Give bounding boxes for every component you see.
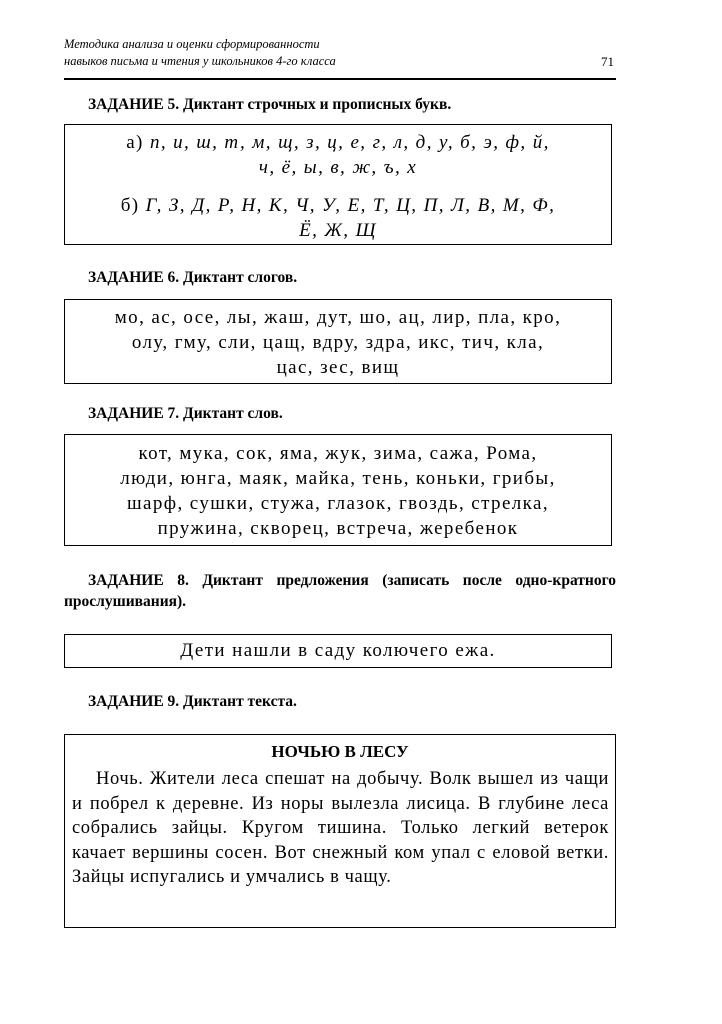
task7-words-line2: люди, юнга, маяк, майка, тень, коньки, грибы, (120, 468, 556, 489)
header-divider (64, 78, 616, 80)
task7-words-line3: шарф, сушки, стужа, глазок, гвоздь, стрелка, (127, 493, 549, 514)
story-title: НОЧЬЮ В ЛЕСУ (271, 742, 409, 761)
task8-sentence: Дети нашли в саду колючего ежа. (180, 640, 496, 661)
task6-syllables-box (64, 299, 612, 384)
story-text: Ночь. Жители леса спешат на добычу. Волк вышел из чащи и побрел к деревне. Из норы вылезла лисица. В глубине леса собрались зайцы. Кругом тишина. Только легкий ветерок качает вершины сосен. Вот снежный ком упал с еловой ветки. Зайцы испугались и умчались в чащу. (72, 769, 609, 887)
book-title-line-1: Методика анализа и оценки сформированности (64, 37, 320, 51)
task5-heading: ЗАДАНИЕ 5. Диктант строчных и прописных букв. (88, 96, 452, 113)
task6-heading: ЗАДАНИЕ 6. Диктант слогов. (88, 269, 298, 286)
task6-syllables-line2: олу, гму, сли, цащ, вдру, здра, икс, тич, кла, (131, 332, 545, 353)
task7-words-box (64, 434, 612, 546)
task7-words-line4: пружина, скворец, встреча, жеребенок (157, 518, 519, 539)
running-header (64, 36, 614, 70)
task6-syllables-line3: цас, зес, вищ (276, 357, 400, 378)
task7-words-line1: кот, мука, сок, яма, жук, зима, сажа, Рома, (138, 443, 538, 464)
task9-heading: ЗАДАНИЕ 9. Диктант текста. (88, 693, 297, 710)
task9-text-box (64, 734, 616, 928)
task8-heading: ЗАДАНИЕ 8. Диктант предложения (записать после одно-кратного прослушивания). (64, 572, 616, 610)
task5-label-b: б) (120, 195, 140, 216)
task5-label-a: а) (126, 132, 144, 153)
book-title-line-2: навыков письма и чтения у школьников 4-го класса (64, 54, 336, 68)
task6-syllables-line1: мо, ас, осе, лы, жаш, дут, шо, ац, лир, пла, кро, (114, 307, 562, 328)
book-title (64, 36, 504, 70)
page-number: 71 (601, 54, 614, 69)
task5-row-a-line1 (65, 130, 611, 155)
task5-uppercase-letters-1: Г, З, Д, Р, Н, К, Ч, У, Е, Т, Ц, П, Л, В, М, Ф, (145, 195, 556, 216)
task5-lowercase-letters-1: п, и, ш, т, м, щ, з, ц, е, г, л, д, у, б, э, ф, й, (149, 132, 550, 153)
task5-uppercase-letters-2: Ё, Ж, Щ (299, 220, 377, 241)
task5-letters-box (64, 124, 612, 245)
task7-heading: ЗАДАНИЕ 7. Диктант слов. (88, 405, 283, 422)
task5-row-b-line1 (65, 193, 611, 218)
task8-sentence-box (64, 634, 612, 668)
task5-lowercase-letters-2: ч, ё, ы, в, ж, ъ, х (258, 157, 418, 178)
